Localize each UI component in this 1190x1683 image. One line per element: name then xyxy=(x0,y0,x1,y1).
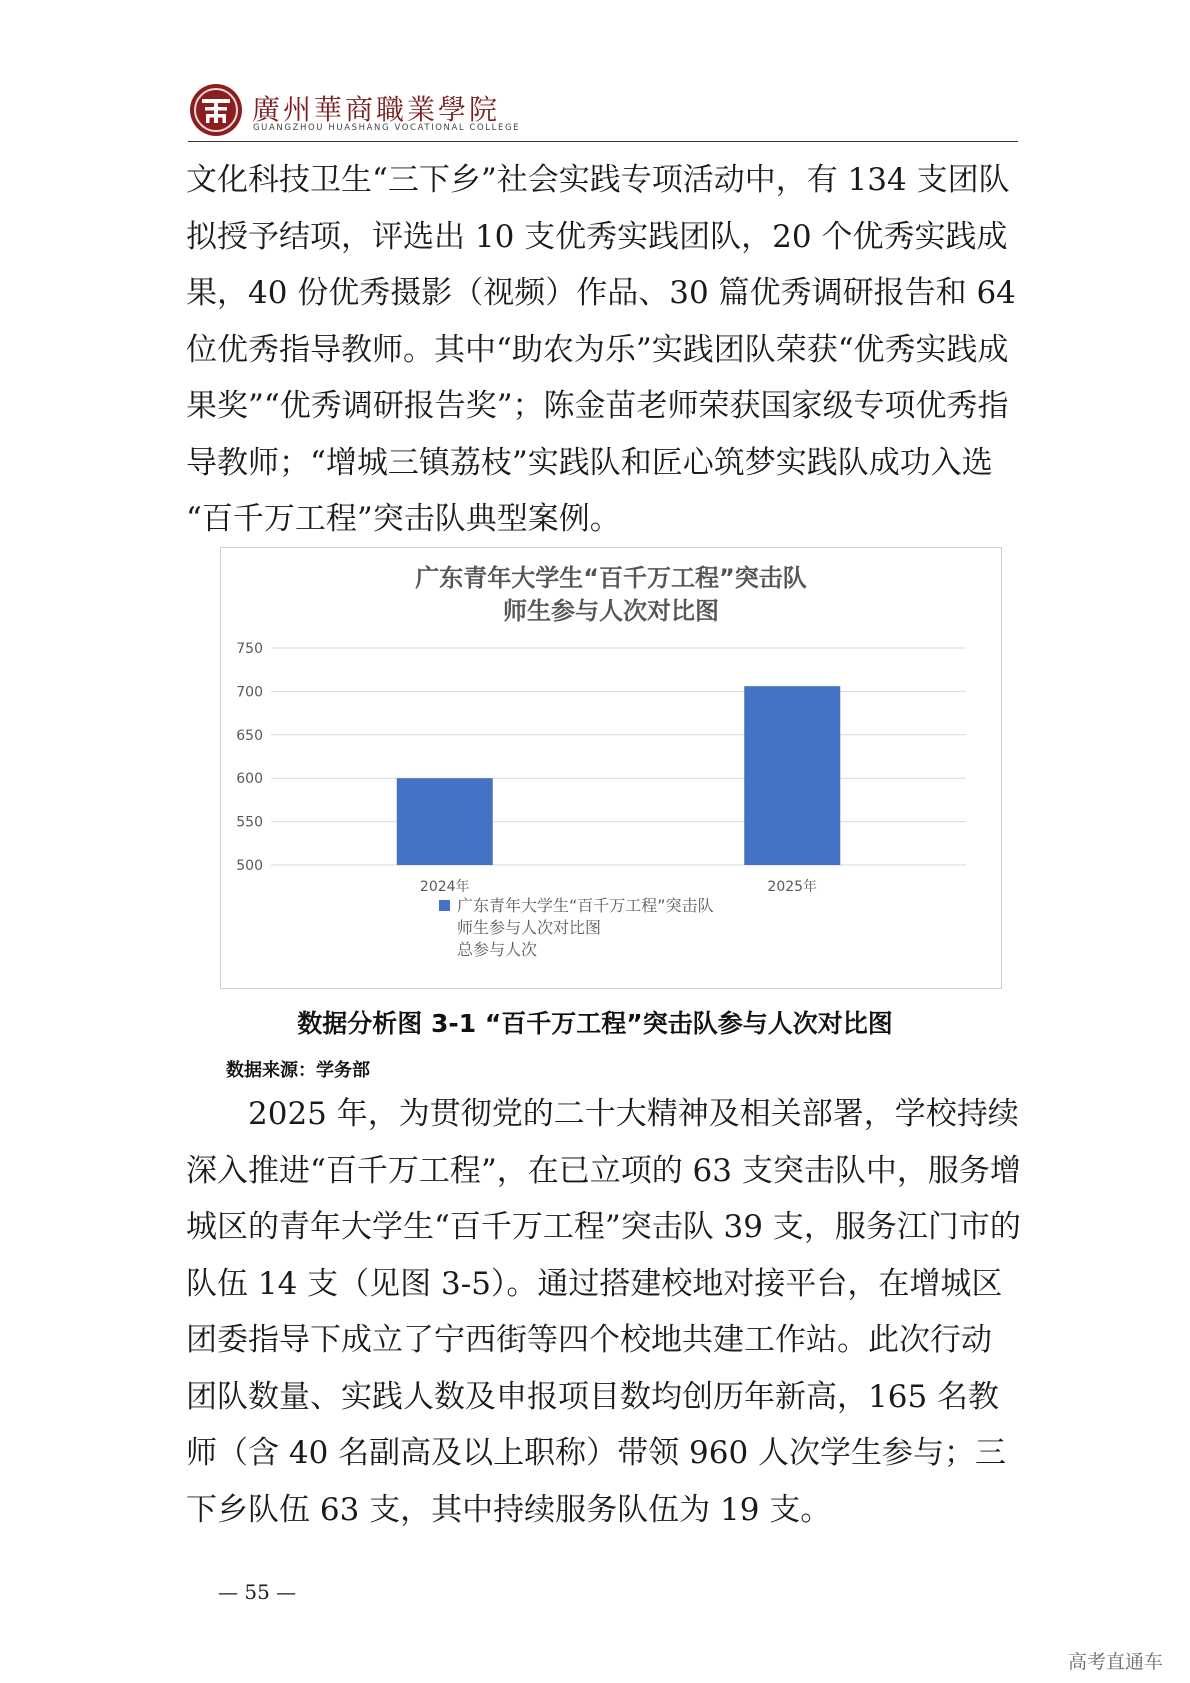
bar xyxy=(744,686,840,865)
text-line: “百千万工程”突击队典型案例。 xyxy=(186,501,621,537)
body-paragraph-1 xyxy=(186,152,1018,548)
chart-title-line: 广东青年大学生“百千万工程”突击队 xyxy=(415,564,807,592)
text-line: 果，40 份优秀摄影（视频）作品、30 篇优秀调研报告和 64 xyxy=(186,275,1016,311)
x-tick-label: 2024年 xyxy=(419,879,470,895)
watermark-text: 高考直通车 xyxy=(1068,1651,1164,1673)
y-tick-label: 600 xyxy=(236,771,263,788)
figure-caption: 数据分析图 3-1 “百千万工程”突击队参与人次对比图 xyxy=(297,1009,893,1038)
y-tick-label: 750 xyxy=(236,641,263,657)
text-line: 果奖”“优秀调研报告奖”；陈金苗老师荣获国家级专项优秀指 xyxy=(186,388,1009,424)
legend-swatch xyxy=(439,900,450,911)
page-number: — 55 — xyxy=(218,1580,297,1604)
text-line: 导教师；“增城三镇荔枝”实践队和匠心筑梦实践队成功入选 xyxy=(186,444,993,481)
page-header xyxy=(188,78,1018,144)
legend-label-line: 广东青年大学生“百千万工程”突击队 xyxy=(457,896,714,915)
y-tick-label: 550 xyxy=(236,814,263,831)
chart-title-line: 师生参与人次对比图 xyxy=(503,597,719,625)
school-name-en: GUANGZHOU HUASHANG VOCATIONAL COLLEGE xyxy=(253,123,521,133)
text-line: 拟授予结项，评选出 10 支优秀实践团队，20 个优秀实践成 xyxy=(186,218,1008,255)
y-tick-label: 500 xyxy=(236,858,263,874)
data-source: 数据来源：学务部 xyxy=(226,1060,370,1081)
chart-canvas xyxy=(221,548,1001,988)
x-tick-label: 2025年 xyxy=(767,879,818,895)
text-line: 2025 年，为贯彻党的二十大精神及相关部署，学校持续 xyxy=(186,1096,1019,1132)
text-line: 团委指导下成立了宁西街等四个校地共建工作站。此次行动 xyxy=(186,1322,992,1358)
y-tick-label: 700 xyxy=(236,684,263,701)
text-line: 队伍 14 支（见图 3-5）。通过搭建校地对接平台，在增城区 xyxy=(186,1265,1003,1302)
text-line: 团队数量、实践人数及申报项目数均创历年新高，165 名教 xyxy=(186,1378,1000,1415)
text-line: 师（含 40 名副高及以上职称）带领 960 人次学生参与；三 xyxy=(186,1435,1007,1471)
text-line: 城区的青年大学生“百千万工程”突击队 39 支，服务江门市的 xyxy=(186,1209,1021,1245)
bar-chart xyxy=(220,547,1002,989)
school-name-cn: 廣州華商職業學院 xyxy=(252,93,501,126)
text-line: 位优秀指导教师。其中“助农为乐”实践团队荣获“优秀实践成 xyxy=(186,331,1009,368)
bar xyxy=(397,778,493,865)
y-tick-label: 650 xyxy=(236,727,263,744)
text-line: 下乡队伍 63 支，其中持续服务队伍为 19 支。 xyxy=(186,1491,832,1528)
header-divider xyxy=(188,141,1018,142)
text-line: 文化科技卫生“三下乡”社会实践专项活动中，有 134 支团队 xyxy=(186,162,1010,198)
body-paragraph-2 xyxy=(186,1086,1021,1538)
legend-label-line: 师生参与人次对比图 xyxy=(457,918,602,937)
text-line: 深入推进“百千万工程”，在已立项的 63 支突击队中，服务增 xyxy=(186,1152,1021,1189)
legend-label-line: 总参与人次 xyxy=(457,940,538,959)
college-logo-icon xyxy=(188,82,244,138)
